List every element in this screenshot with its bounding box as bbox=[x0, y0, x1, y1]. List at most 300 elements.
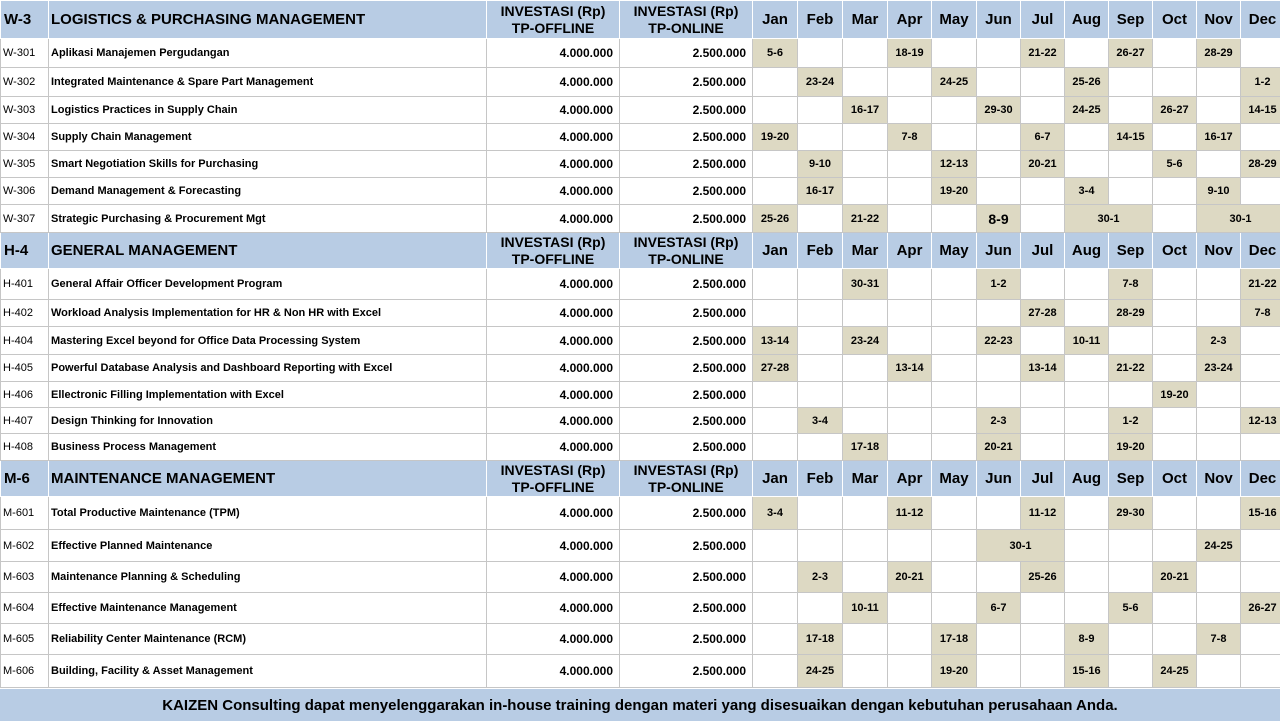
schedule-empty bbox=[888, 434, 932, 461]
month-header-sep: Sep bbox=[1109, 233, 1153, 269]
schedule-date: 7-8 bbox=[1241, 300, 1280, 327]
price-online: 2.500.000 bbox=[620, 655, 753, 688]
course-name: Mastering Excel beyond for Office Data Processing System bbox=[49, 327, 487, 355]
schedule-empty bbox=[1197, 593, 1241, 624]
schedule-empty bbox=[1153, 355, 1197, 382]
schedule-empty bbox=[1241, 530, 1280, 562]
month-header-apr: Apr bbox=[888, 461, 932, 497]
section-header bbox=[1, 233, 1280, 269]
schedule-empty bbox=[1153, 205, 1197, 233]
price-online: 2.500.000 bbox=[620, 68, 753, 97]
footer-note: KAIZEN Consulting dapat menyelenggarakan in-house training dengan materi yang disesuaikan dengan kebutuhan perusahaan Anda. bbox=[0, 688, 1280, 721]
course-code: H-407 bbox=[1, 408, 49, 434]
schedule-empty bbox=[888, 624, 932, 655]
schedule-empty bbox=[977, 151, 1021, 178]
schedule-empty bbox=[1153, 434, 1197, 461]
price-online: 2.500.000 bbox=[620, 300, 753, 327]
schedule-empty bbox=[932, 530, 977, 562]
schedule-empty bbox=[1241, 327, 1280, 355]
schedule-empty bbox=[1021, 97, 1065, 124]
schedule-empty bbox=[932, 124, 977, 151]
schedule-empty bbox=[1065, 39, 1109, 68]
course-row bbox=[1, 497, 1280, 530]
schedule-date: 30-1 bbox=[1065, 205, 1153, 233]
schedule-empty bbox=[1153, 593, 1197, 624]
schedule-empty bbox=[1197, 434, 1241, 461]
course-row bbox=[1, 39, 1280, 68]
schedule-empty bbox=[1021, 269, 1065, 300]
price-online: 2.500.000 bbox=[620, 205, 753, 233]
month-header-jul: Jul bbox=[1021, 461, 1065, 497]
schedule-date: 6-7 bbox=[977, 593, 1021, 624]
schedule-empty bbox=[1065, 593, 1109, 624]
schedule-empty bbox=[932, 593, 977, 624]
schedule-date: 3-4 bbox=[753, 497, 798, 530]
price-offline: 4.000.000 bbox=[487, 327, 620, 355]
schedule-empty bbox=[1065, 151, 1109, 178]
schedule-date: 30-31 bbox=[843, 269, 888, 300]
schedule-empty bbox=[1153, 327, 1197, 355]
schedule-empty bbox=[753, 434, 798, 461]
schedule-empty bbox=[798, 97, 843, 124]
price-online: 2.500.000 bbox=[620, 624, 753, 655]
schedule-empty bbox=[1197, 655, 1241, 688]
schedule-empty bbox=[843, 151, 888, 178]
schedule-empty bbox=[843, 39, 888, 68]
schedule-empty bbox=[1065, 497, 1109, 530]
schedule-empty bbox=[1021, 178, 1065, 205]
schedule-empty bbox=[843, 497, 888, 530]
schedule-empty bbox=[1197, 68, 1241, 97]
course-name: Effective Planned Maintenance bbox=[49, 530, 487, 562]
course-code: W-301 bbox=[1, 39, 49, 68]
price-offline: 4.000.000 bbox=[487, 355, 620, 382]
price-online: 2.500.000 bbox=[620, 97, 753, 124]
month-header-nov: Nov bbox=[1197, 233, 1241, 269]
schedule-date: 17-18 bbox=[932, 624, 977, 655]
schedule-date: 26-27 bbox=[1153, 97, 1197, 124]
course-name: General Affair Officer Development Program bbox=[49, 269, 487, 300]
price-offline: 4.000.000 bbox=[487, 382, 620, 408]
price-online: 2.500.000 bbox=[620, 124, 753, 151]
schedule-empty bbox=[1241, 39, 1280, 68]
schedule-date: 19-20 bbox=[1109, 434, 1153, 461]
schedule-empty bbox=[1153, 68, 1197, 97]
schedule-empty bbox=[977, 178, 1021, 205]
schedule-date: 20-21 bbox=[1021, 151, 1065, 178]
course-name: Design Thinking for Innovation bbox=[49, 408, 487, 434]
schedule-date: 19-20 bbox=[932, 178, 977, 205]
schedule-date: 20-21 bbox=[1153, 562, 1197, 593]
price-online: 2.500.000 bbox=[620, 408, 753, 434]
schedule-empty bbox=[1241, 434, 1280, 461]
schedule-empty bbox=[1109, 327, 1153, 355]
price-offline: 4.000.000 bbox=[487, 68, 620, 97]
course-row bbox=[1, 562, 1280, 593]
schedule-empty bbox=[977, 300, 1021, 327]
schedule-date: 3-4 bbox=[798, 408, 843, 434]
schedule-empty bbox=[1021, 408, 1065, 434]
month-header-aug: Aug bbox=[1065, 461, 1109, 497]
price-online: 2.500.000 bbox=[620, 269, 753, 300]
month-header-jan: Jan bbox=[753, 233, 798, 269]
schedule-date: 21-22 bbox=[1241, 269, 1280, 300]
month-header-jun: Jun bbox=[977, 1, 1021, 39]
price-online: 2.500.000 bbox=[620, 562, 753, 593]
schedule-empty bbox=[888, 655, 932, 688]
course-code: W-307 bbox=[1, 205, 49, 233]
schedule-date: 16-17 bbox=[1197, 124, 1241, 151]
schedule-date: 30-1 bbox=[977, 530, 1065, 562]
price-online: 2.500.000 bbox=[620, 593, 753, 624]
schedule-empty bbox=[888, 327, 932, 355]
schedule-empty bbox=[932, 497, 977, 530]
schedule-empty bbox=[1241, 382, 1280, 408]
course-row bbox=[1, 624, 1280, 655]
month-header-dec: Dec bbox=[1241, 1, 1280, 39]
schedule-empty bbox=[843, 408, 888, 434]
schedule-date: 20-21 bbox=[888, 562, 932, 593]
schedule-date: 29-30 bbox=[977, 97, 1021, 124]
course-code: H-402 bbox=[1, 300, 49, 327]
schedule-empty bbox=[1109, 655, 1153, 688]
month-header-sep: Sep bbox=[1109, 461, 1153, 497]
course-row bbox=[1, 355, 1280, 382]
schedule-empty bbox=[1021, 593, 1065, 624]
schedule-empty bbox=[753, 68, 798, 97]
schedule-date: 8-9 bbox=[1065, 624, 1109, 655]
section-title: GENERAL MANAGEMENT bbox=[49, 233, 487, 269]
course-name: Ellectronic Filling Implementation with Excel bbox=[49, 382, 487, 408]
schedule-empty bbox=[888, 408, 932, 434]
month-header-may: May bbox=[932, 1, 977, 39]
schedule-date: 23-24 bbox=[798, 68, 843, 97]
schedule-empty bbox=[1153, 39, 1197, 68]
schedule-empty bbox=[843, 562, 888, 593]
schedule-empty bbox=[977, 68, 1021, 97]
schedule-date: 12-13 bbox=[1241, 408, 1280, 434]
schedule-empty bbox=[888, 97, 932, 124]
course-name: Maintenance Planning & Scheduling bbox=[49, 562, 487, 593]
schedule-date: 27-28 bbox=[753, 355, 798, 382]
schedule-empty bbox=[753, 97, 798, 124]
course-code: H-401 bbox=[1, 269, 49, 300]
schedule-date: 21-22 bbox=[1021, 39, 1065, 68]
schedule-empty bbox=[1197, 382, 1241, 408]
investasi-offline-header: INVESTASI (Rp) TP-OFFLINE bbox=[487, 233, 620, 269]
price-offline: 4.000.000 bbox=[487, 434, 620, 461]
schedule-empty bbox=[843, 124, 888, 151]
schedule-empty bbox=[1153, 408, 1197, 434]
month-header-jan: Jan bbox=[753, 461, 798, 497]
schedule-date: 19-20 bbox=[753, 124, 798, 151]
schedule-date: 26-27 bbox=[1109, 39, 1153, 68]
schedule-empty bbox=[888, 151, 932, 178]
schedule-date: 19-20 bbox=[1153, 382, 1197, 408]
price-offline: 4.000.000 bbox=[487, 408, 620, 434]
schedule-date: 23-24 bbox=[843, 327, 888, 355]
month-header-jan: Jan bbox=[753, 1, 798, 39]
price-offline: 4.000.000 bbox=[487, 562, 620, 593]
schedule-date: 13-14 bbox=[753, 327, 798, 355]
schedule-empty bbox=[977, 124, 1021, 151]
month-header-mar: Mar bbox=[843, 461, 888, 497]
schedule-empty bbox=[1109, 530, 1153, 562]
schedule-empty bbox=[1241, 355, 1280, 382]
price-online: 2.500.000 bbox=[620, 39, 753, 68]
schedule-empty bbox=[1065, 408, 1109, 434]
schedule-empty bbox=[1197, 408, 1241, 434]
course-name: Demand Management & Forecasting bbox=[49, 178, 487, 205]
schedule-date: 28-29 bbox=[1109, 300, 1153, 327]
schedule-empty bbox=[798, 434, 843, 461]
schedule-empty bbox=[977, 355, 1021, 382]
schedule-empty bbox=[798, 124, 843, 151]
price-online: 2.500.000 bbox=[620, 178, 753, 205]
schedule-date: 13-14 bbox=[888, 355, 932, 382]
schedule-empty bbox=[843, 68, 888, 97]
schedule-empty bbox=[888, 178, 932, 205]
schedule-empty bbox=[843, 300, 888, 327]
schedule-empty bbox=[1241, 178, 1280, 205]
schedule-empty bbox=[798, 382, 843, 408]
course-name: Reliability Center Maintenance (RCM) bbox=[49, 624, 487, 655]
course-name: Workload Analysis Implementation for HR & Non HR with Excel bbox=[49, 300, 487, 327]
schedule-empty bbox=[798, 497, 843, 530]
schedule-date: 17-18 bbox=[843, 434, 888, 461]
schedule-date: 2-3 bbox=[798, 562, 843, 593]
schedule-empty bbox=[753, 593, 798, 624]
schedule-empty bbox=[888, 68, 932, 97]
schedule-date: 24-25 bbox=[1197, 530, 1241, 562]
course-name: Integrated Maintenance & Spare Part Management bbox=[49, 68, 487, 97]
course-name: Logistics Practices in Supply Chain bbox=[49, 97, 487, 124]
schedule-date: 15-16 bbox=[1065, 655, 1109, 688]
schedule-empty bbox=[888, 530, 932, 562]
section-title: MAINTENANCE MANAGEMENT bbox=[49, 461, 487, 497]
month-header-dec: Dec bbox=[1241, 233, 1280, 269]
course-row bbox=[1, 434, 1280, 461]
section-code: M-6 bbox=[1, 461, 49, 497]
investasi-online-header: INVESTASI (Rp) TP-ONLINE bbox=[620, 461, 753, 497]
schedule-empty bbox=[798, 269, 843, 300]
schedule-date: 21-22 bbox=[843, 205, 888, 233]
schedule-empty bbox=[843, 624, 888, 655]
investasi-offline-header: INVESTASI (Rp) TP-OFFLINE bbox=[487, 1, 620, 39]
month-header-may: May bbox=[932, 233, 977, 269]
course-row bbox=[1, 327, 1280, 355]
schedule-date: 7-8 bbox=[1109, 269, 1153, 300]
schedule-empty bbox=[932, 205, 977, 233]
schedule-empty bbox=[888, 300, 932, 327]
schedule-date: 28-29 bbox=[1197, 39, 1241, 68]
schedule-date: 23-24 bbox=[1197, 355, 1241, 382]
month-header-mar: Mar bbox=[843, 1, 888, 39]
schedule-date: 25-26 bbox=[1021, 562, 1065, 593]
schedule-empty bbox=[1197, 497, 1241, 530]
course-name: Powerful Database Analysis and Dashboard Reporting with Excel bbox=[49, 355, 487, 382]
schedule-date: 30-1 bbox=[1197, 205, 1280, 233]
schedule-empty bbox=[753, 269, 798, 300]
schedule-date: 27-28 bbox=[1021, 300, 1065, 327]
course-row bbox=[1, 593, 1280, 624]
course-code: M-602 bbox=[1, 530, 49, 562]
course-code: W-306 bbox=[1, 178, 49, 205]
schedule-empty bbox=[1197, 269, 1241, 300]
schedule-empty bbox=[753, 300, 798, 327]
schedule-empty bbox=[1153, 124, 1197, 151]
schedule-date: 20-21 bbox=[977, 434, 1021, 461]
price-offline: 4.000.000 bbox=[487, 97, 620, 124]
schedule-date: 22-23 bbox=[977, 327, 1021, 355]
schedule-date: 25-26 bbox=[753, 205, 798, 233]
price-offline: 4.000.000 bbox=[487, 205, 620, 233]
month-header-jul: Jul bbox=[1021, 1, 1065, 39]
month-header-aug: Aug bbox=[1065, 233, 1109, 269]
schedule-empty bbox=[1021, 434, 1065, 461]
month-header-oct: Oct bbox=[1153, 461, 1197, 497]
price-offline: 4.000.000 bbox=[487, 151, 620, 178]
investasi-online-header: INVESTASI (Rp) TP-ONLINE bbox=[620, 1, 753, 39]
schedule-date: 28-29 bbox=[1241, 151, 1280, 178]
schedule-empty bbox=[1197, 97, 1241, 124]
course-code: H-408 bbox=[1, 434, 49, 461]
schedule-empty bbox=[1021, 382, 1065, 408]
schedule-empty bbox=[1153, 497, 1197, 530]
schedule-date: 9-10 bbox=[798, 151, 843, 178]
schedule-empty bbox=[1065, 269, 1109, 300]
schedule-date: 26-27 bbox=[1241, 593, 1280, 624]
schedule-empty bbox=[798, 327, 843, 355]
month-header-feb: Feb bbox=[798, 233, 843, 269]
month-header-apr: Apr bbox=[888, 1, 932, 39]
course-code: H-404 bbox=[1, 327, 49, 355]
schedule-empty bbox=[798, 39, 843, 68]
course-row bbox=[1, 124, 1280, 151]
schedule-date: 8-9 bbox=[977, 205, 1021, 233]
schedule-date: 10-11 bbox=[843, 593, 888, 624]
price-offline: 4.000.000 bbox=[487, 497, 620, 530]
price-online: 2.500.000 bbox=[620, 382, 753, 408]
schedule-empty bbox=[1065, 434, 1109, 461]
schedule-empty bbox=[798, 593, 843, 624]
course-name: Building, Facility & Asset Management bbox=[49, 655, 487, 688]
schedule-empty bbox=[753, 408, 798, 434]
schedule-date: 6-7 bbox=[1021, 124, 1065, 151]
schedule-empty bbox=[843, 655, 888, 688]
course-code: W-303 bbox=[1, 97, 49, 124]
schedule-empty bbox=[977, 382, 1021, 408]
schedule-date: 2-3 bbox=[977, 408, 1021, 434]
section-header bbox=[1, 1, 1280, 39]
schedule-empty bbox=[753, 151, 798, 178]
schedule-empty bbox=[798, 530, 843, 562]
course-name: Business Process Management bbox=[49, 434, 487, 461]
schedule-date: 5-6 bbox=[1109, 593, 1153, 624]
course-code: H-406 bbox=[1, 382, 49, 408]
price-offline: 4.000.000 bbox=[487, 300, 620, 327]
price-offline: 4.000.000 bbox=[487, 124, 620, 151]
schedule-date: 11-12 bbox=[888, 497, 932, 530]
course-name: Smart Negotiation Skills for Purchasing bbox=[49, 151, 487, 178]
course-code: H-405 bbox=[1, 355, 49, 382]
schedule-empty bbox=[932, 355, 977, 382]
schedule-empty bbox=[1065, 382, 1109, 408]
course-row bbox=[1, 382, 1280, 408]
price-online: 2.500.000 bbox=[620, 497, 753, 530]
month-header-jun: Jun bbox=[977, 233, 1021, 269]
schedule-empty bbox=[1109, 151, 1153, 178]
schedule-date: 1-2 bbox=[1241, 68, 1280, 97]
schedule-empty bbox=[1021, 205, 1065, 233]
schedule-empty bbox=[888, 382, 932, 408]
section-code: W-3 bbox=[1, 1, 49, 39]
course-code: W-305 bbox=[1, 151, 49, 178]
month-header-mar: Mar bbox=[843, 233, 888, 269]
schedule-date: 7-8 bbox=[888, 124, 932, 151]
schedule-date: 24-25 bbox=[932, 68, 977, 97]
schedule-empty bbox=[932, 327, 977, 355]
section-title: LOGISTICS & PURCHASING MANAGEMENT bbox=[49, 1, 487, 39]
schedule-empty bbox=[798, 355, 843, 382]
course-code: M-603 bbox=[1, 562, 49, 593]
schedule-empty bbox=[1021, 68, 1065, 97]
schedule-empty bbox=[1241, 562, 1280, 593]
schedule-empty bbox=[1065, 530, 1109, 562]
schedule-empty bbox=[977, 624, 1021, 655]
schedule-date: 14-15 bbox=[1241, 97, 1280, 124]
schedule-empty bbox=[1197, 151, 1241, 178]
course-row bbox=[1, 205, 1280, 233]
schedule-empty bbox=[1109, 68, 1153, 97]
schedule-empty bbox=[843, 530, 888, 562]
month-header-feb: Feb bbox=[798, 1, 843, 39]
schedule-empty bbox=[932, 300, 977, 327]
schedule-date: 15-16 bbox=[1241, 497, 1280, 530]
month-header-may: May bbox=[932, 461, 977, 497]
month-header-dec: Dec bbox=[1241, 461, 1280, 497]
schedule-date: 10-11 bbox=[1065, 327, 1109, 355]
schedule-empty bbox=[753, 655, 798, 688]
schedule-empty bbox=[888, 269, 932, 300]
schedule-date: 11-12 bbox=[1021, 497, 1065, 530]
schedule-empty bbox=[1109, 562, 1153, 593]
course-name: Total Productive Maintenance (TPM) bbox=[49, 497, 487, 530]
schedule-empty bbox=[753, 382, 798, 408]
schedule-empty bbox=[798, 205, 843, 233]
course-code: M-606 bbox=[1, 655, 49, 688]
price-offline: 4.000.000 bbox=[487, 593, 620, 624]
price-offline: 4.000.000 bbox=[487, 178, 620, 205]
schedule-empty bbox=[932, 39, 977, 68]
price-online: 2.500.000 bbox=[620, 434, 753, 461]
schedule-empty bbox=[1153, 530, 1197, 562]
schedule-date: 9-10 bbox=[1197, 178, 1241, 205]
schedule-date: 16-17 bbox=[843, 97, 888, 124]
schedule-empty bbox=[1109, 624, 1153, 655]
schedule-date: 21-22 bbox=[1109, 355, 1153, 382]
course-name: Supply Chain Management bbox=[49, 124, 487, 151]
course-row bbox=[1, 151, 1280, 178]
course-row bbox=[1, 269, 1280, 300]
schedule-date: 2-3 bbox=[1197, 327, 1241, 355]
course-row bbox=[1, 655, 1280, 688]
schedule-empty bbox=[977, 497, 1021, 530]
price-offline: 4.000.000 bbox=[487, 655, 620, 688]
month-header-jun: Jun bbox=[977, 461, 1021, 497]
course-row bbox=[1, 300, 1280, 327]
course-code: M-601 bbox=[1, 497, 49, 530]
